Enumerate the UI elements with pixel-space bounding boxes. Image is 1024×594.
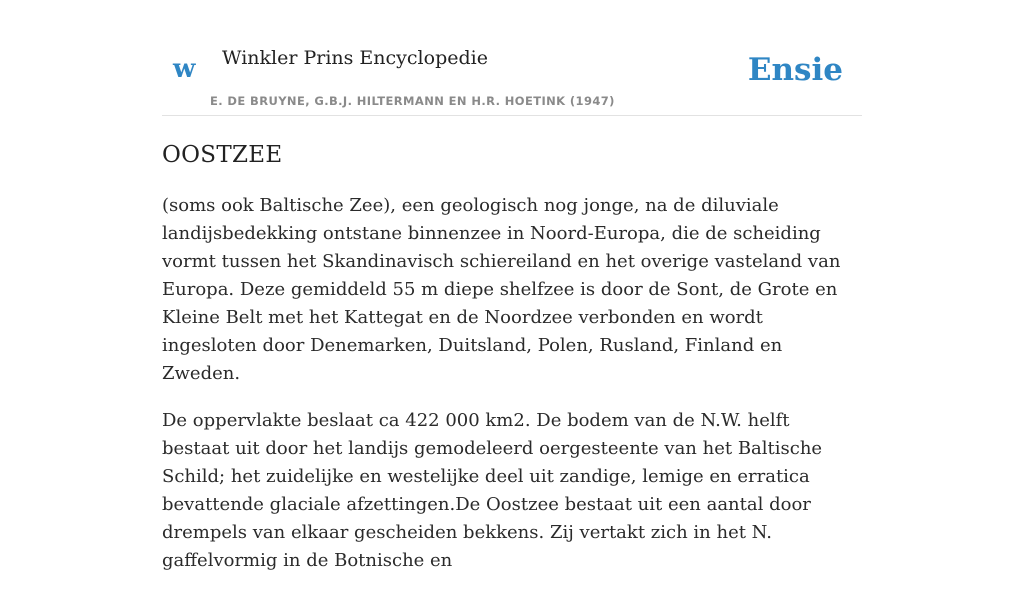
winkler-prins-logo[interactable]: w [173, 54, 196, 84]
publication-authors: E. DE BRUYNE, G.B.J. HILTERMANN EN H.R. HOETINK (1947) [210, 94, 615, 108]
entry-paragraph: De oppervlakte beslaat ca 422 000 km2. De bodem van de N.W. helft bestaat uit door het landijs gemodeleerd oergesteente van het Baltische Schild; het zuidelijke en westelijke deel uit zandige, lemige en erratica bevattende glaciale afzettingen.De Oostzee bestaat uit een aantal door drempels van elkaar gescheiden bekkens. Zij vertakt zich in het N. gaffelvormig in de Botnische en [162, 410, 823, 571]
publication-header [162, 0, 862, 116]
ensie-logo[interactable]: Ensie [747, 52, 843, 88]
publication-title[interactable]: Winkler Prins Encyclopedie [222, 47, 488, 69]
entry-body [162, 192, 862, 594]
entry-title: OOSTZEE [162, 142, 283, 168]
entry-paragraph: (soms ook Baltische Zee), een geologisch nog jonge, na de diluviale landijsbedekking ontstane binnenzee in Noord-Europa, die de scheiding vormt tussen het Skandinavisch schiereiland en het overige vasteland van Europa. Deze gemiddeld 55 m diepe shelfzee is door de Sont, de Grote en Kleine Belt met het Kattegat en de Noordzee verbonden en wordt ingesloten door Denemarken, Duitsland, Polen, Rusland, Finland en Zweden. [162, 195, 841, 384]
encyclopedia-page [162, 0, 862, 571]
